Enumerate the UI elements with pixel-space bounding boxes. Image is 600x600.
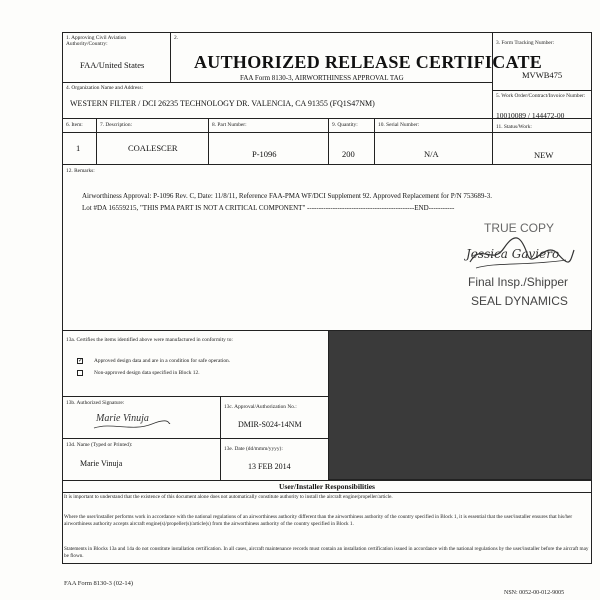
divider	[492, 90, 592, 91]
divider	[62, 438, 328, 439]
form-subtitle: FAA Form 8130-3, AIRWORTHINESS APPROVAL TAG	[240, 74, 404, 82]
divider	[208, 118, 209, 164]
non-approved-design-checkbox[interactable]	[77, 370, 83, 376]
item-header: 6. Item:	[66, 122, 83, 128]
divider	[62, 396, 328, 397]
responsibilities-para-3: Statements in Blocks 13a and 14a do not constitute installation certification. In all cases, aircraft maintenance records must contain an installation certification issued in accordance with the national regulations by the user/installer before the aircraft may be flown.	[64, 546, 589, 559]
description-value: COALESCER	[128, 143, 178, 153]
part-number-value: P-1096	[252, 149, 277, 159]
block1-value: FAA/United States	[80, 60, 145, 70]
divider	[62, 164, 592, 165]
block5-value: 10010089 / 144472-00	[496, 111, 565, 120]
block2-label: 2.	[174, 35, 179, 41]
form-title: AUTHORIZED RELEASE CERTIFICATE	[194, 52, 543, 72]
divider	[96, 118, 97, 164]
divider	[170, 32, 171, 82]
divider	[328, 118, 329, 164]
quantity-header: 9. Quantity:	[332, 122, 358, 128]
divider	[62, 480, 592, 481]
block13b-label: 13b. Authorized Signature:	[66, 400, 125, 406]
remarks-line-1: Airworthiness Approval: P-1096 Rev. C, Date: 11/8/11, Reference FAA-PMA WF/DCI Supplement 92. Approved Replacement for P/N 753689-3.	[82, 192, 492, 200]
block13d-label: 13d. Name (Typed or Printed):	[66, 442, 133, 448]
responsibilities-title: User/Installer Responsibilities	[279, 482, 375, 491]
remarks-line-2: Lot #DA 16559215, "THIS PMA PART IS NOT A CRITICAL COMPONENT" ----------------------------------------------END-----------	[82, 204, 455, 212]
stamp-company: SEAL DYNAMICS	[471, 294, 568, 308]
stamp-role: Final Insp./Shipper	[468, 275, 569, 289]
item-value: 1	[76, 143, 81, 153]
responsibilities-para-1: It is important to understand that the existence of this document alone does not automatically constitute authority to install the aircraft engine/propeller/article.	[64, 494, 393, 500]
divider	[62, 118, 592, 119]
block13e-value: 13 FEB 2014	[248, 462, 291, 471]
block13c-value: DMIR-S024-14NM	[238, 420, 302, 429]
status-value: NEW	[534, 150, 554, 160]
footer-form-number: FAA Form 8130-3 (02-14)	[64, 580, 134, 587]
signature-underline	[92, 420, 172, 432]
serial-value: N/A	[424, 149, 439, 159]
responsibilities-para-2: Where the user/installer performs work in accordance with the national regulations of an airworthiness authority different than the airworthiness authority of the country specified in Block 1, it is essential that the user/installer ensures that his/her airworthiness authority accepts aircraft engine(s)/propeller(s)/article(s) from the airworthiness authority of the country specified in Block 1.	[64, 514, 573, 527]
block13c-label: 13c. Approval/Authorization No.:	[224, 404, 297, 410]
status-header: 11. Status/Work:	[496, 124, 532, 130]
quantity-value: 200	[342, 149, 355, 159]
signature-scribble	[466, 232, 576, 272]
approved-design-text: Approved design data and are in a condition for safe operation.	[94, 358, 231, 364]
block3-label: 3. Form Tracking Number:	[496, 40, 555, 46]
part-number-header: 8. Part Number:	[212, 122, 247, 128]
divider	[62, 132, 592, 133]
block4-value: WESTERN FILTER / DCI 26235 TECHNOLOGY DR. VALENCIA, CA 91355 (FQ1S47NM)	[70, 99, 375, 108]
description-header: 7. Description:	[100, 122, 133, 128]
block13a-label: 13a. Certifies the items identified above were manufactured in conformity to:	[66, 337, 233, 343]
block4-label: 4. Organization Name and Address:	[66, 85, 143, 91]
divider	[62, 492, 592, 493]
block5-label: 5. Work Order/Contract/Invoice Number:	[496, 93, 586, 99]
non-approved-design-text: Non-approved design data specified in Block 12.	[94, 370, 200, 376]
serial-header: 10. Serial Number:	[378, 122, 420, 128]
block1-label: 1. Approving Civil Aviation Authority/Country:	[66, 35, 127, 47]
redacted-block-14	[328, 330, 592, 480]
true-copy-stamp: TRUE COPY	[484, 221, 555, 235]
remarks-label: 12. Remarks:	[66, 168, 95, 174]
block3-value: MVWB475	[522, 70, 563, 80]
block13e-label: 13e. Date (dd/mmm/yyyy):	[224, 446, 283, 452]
footer-nsn: NSN: 0052-00-012-9005	[504, 590, 565, 596]
approved-design-checkbox[interactable]: ✓	[78, 358, 84, 364]
block13d-value: Marie Vinuja	[80, 459, 123, 468]
stamp-signature: Jessica Gaviero	[466, 247, 560, 261]
authorized-signature: Marie Vinuja	[96, 413, 149, 424]
divider	[374, 118, 375, 164]
